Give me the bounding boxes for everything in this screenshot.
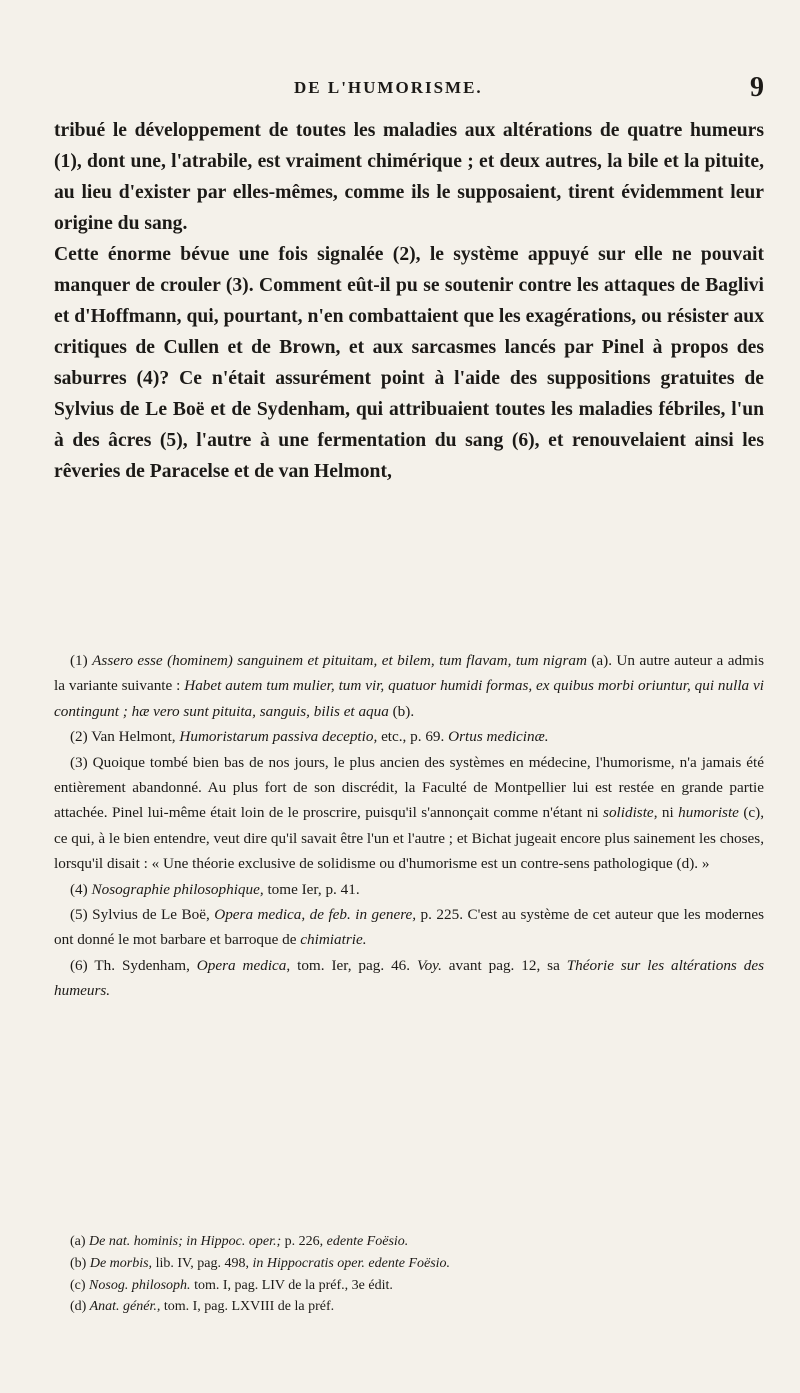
footnote-text: (c), ce qui, à le bien entendre, veut dire qu'il savait être l'un et l'autre ; et Bichat jugeait encore plus sainement les choses, lorsqu'il disait : « Une théorie exclusive de solidisme ou d'humorisme est un contre-sens pathologique (d). »	[54, 804, 764, 873]
footnote-5	[54, 902, 764, 953]
footnote-text: , ni	[653, 804, 679, 822]
reference-c	[70, 1275, 764, 1297]
running-title: DE L'HUMORISME.	[294, 78, 483, 97]
reference-title: edente Foësio.	[326, 1234, 409, 1249]
footnote-title: Opera medica	[196, 956, 287, 974]
reference-text: tom. I, pag. LXVIII de la préf.	[160, 1299, 335, 1315]
paragraph-2: Cette énorme bévue une fois signalée (2), le système appuyé sur elle ne pouvait manquer de crouler (3). Comment eût-il pu se soutenir contre les attaques de Baglivi et d'Hoffmann, qui, pourtant, n'en combattaient que les exagérations, ou résister aux critiques de Cullen et de Brown, et aux sarcasmes lancés par Pinel à propos des saburres (4)? Ce n'était assurément point à l'aide des suppositions gratuites de Sylvius de Le Boë et de Sydenham, qui attribuaient toutes les maladies fébriles, l'un à des âcres (5), l'autre à une fermentation du sang (6), et renouvelaient ainsi les rêveries de Paracelse et de van Helmont,	[54, 244, 764, 482]
footnote-text: tome Ier, p. 41.	[263, 880, 360, 898]
paragraph-1: tribué le développement de toutes les maladies aux altérations de quatre humeurs (1), dont une, l'atrabile, est vraiment chimérique ; et deux autres, la bile et la pituite, au lieu d'exister par elles-mêmes, comme ils le supposaient, tirent évidemment leur origine du sang.	[54, 120, 764, 234]
footnote-6	[54, 953, 764, 1004]
footnote-text: p. 225. C'est au système de cet auteur que les modernes ont donné le mot barbare et barroque de	[54, 906, 765, 949]
page-number: 9	[750, 72, 764, 103]
footnote-4	[54, 877, 764, 902]
reference-text: p. 226,	[281, 1234, 327, 1249]
reference-label: (a)	[70, 1234, 86, 1249]
footnotes	[54, 648, 764, 1004]
footnote-text: avant pag. 12, sa	[441, 956, 567, 974]
footnote-text: Quoique tombé bien bas de nos jours, le plus ancien des systèmes en médecine, l'humorisme, n'a jamais été entièrement abandonné. Au plus fort de son discrédit, la Faculté de Montpellier lui est restée en grande partie attachée. Pinel lui-même était loin de le proscrire, puisqu'il s'annonçait comme n'étant ni	[54, 753, 764, 822]
footnote-term: Voy.	[416, 956, 442, 974]
footnote-title: Théorie sur les altérations des humeurs.	[54, 956, 765, 1000]
footnote-text: , tom. Ier, pag. 46.	[286, 956, 417, 974]
reference-title: Anat. génér.,	[86, 1299, 161, 1315]
footnote-marker: (4)	[70, 880, 88, 898]
footnote-quote: Assero esse (hominem) sanguinem et pituitam, et bilem, tum flavam, tum nigram	[92, 652, 587, 669]
footnote-term: solidiste	[603, 804, 654, 822]
reference-d	[70, 1296, 764, 1318]
footnote-title: Humoristarum passiva deceptio,	[179, 728, 378, 746]
footnote-text: Th. Sydenham,	[87, 956, 197, 974]
footnote-marker: (5)	[70, 906, 88, 924]
reference-b	[70, 1253, 764, 1275]
reference-title: Nosog. philosoph.	[85, 1277, 191, 1293]
footnote-marker: (1)	[70, 652, 88, 669]
reference-text: lib. IV, pag. 498,	[152, 1255, 253, 1271]
reference-label: (b)	[70, 1255, 87, 1271]
reference-title: in Hippocratis oper. edente Foësio.	[252, 1255, 451, 1271]
footnote-text: Sylvius de Le Boë,	[87, 906, 215, 924]
footnote-2	[54, 724, 764, 749]
footnote-marker: (6)	[70, 956, 88, 974]
footnote-text: (b).	[388, 702, 415, 720]
footnote-3	[54, 750, 764, 877]
footnote-title: Nosographie philosophique,	[87, 880, 264, 898]
reference-label: (d)	[70, 1299, 87, 1315]
footnote-marker: (2)	[70, 728, 88, 746]
footnote-text: etc., p. 69.	[377, 728, 449, 746]
footnote-title: Opera medica, de feb. in genere,	[214, 906, 417, 924]
footnote-text: Van Helmont,	[87, 728, 180, 746]
footnote-title: Ortus medicinæ.	[448, 728, 549, 746]
footnote-term: chimiatrie.	[300, 931, 367, 949]
footnote-text: (a). Un autre auteur a admis la variante suivante :	[54, 652, 764, 695]
footnote-marker: (3)	[70, 753, 88, 771]
footnote-quote: Habet autem tum mulier, tum vir, quatuor humidi formas, ex quibus morbi oriuntur, qui nulla vi contingunt ; hæ vero sunt pituita, sanguis, bilis et aqua	[54, 677, 764, 720]
reference-label: (c)	[70, 1277, 86, 1293]
reference-title: De nat. hominis; in Hippoc. oper.;	[85, 1234, 282, 1249]
main-text	[54, 115, 764, 487]
sub-references	[70, 1231, 764, 1318]
footnote-1	[54, 648, 764, 724]
reference-a	[70, 1231, 764, 1253]
footnote-term: humoriste	[678, 804, 739, 822]
reference-text: tom. I, pag. LIV de la préf., 3e édit.	[190, 1277, 393, 1293]
reference-title: De morbis,	[86, 1255, 153, 1271]
